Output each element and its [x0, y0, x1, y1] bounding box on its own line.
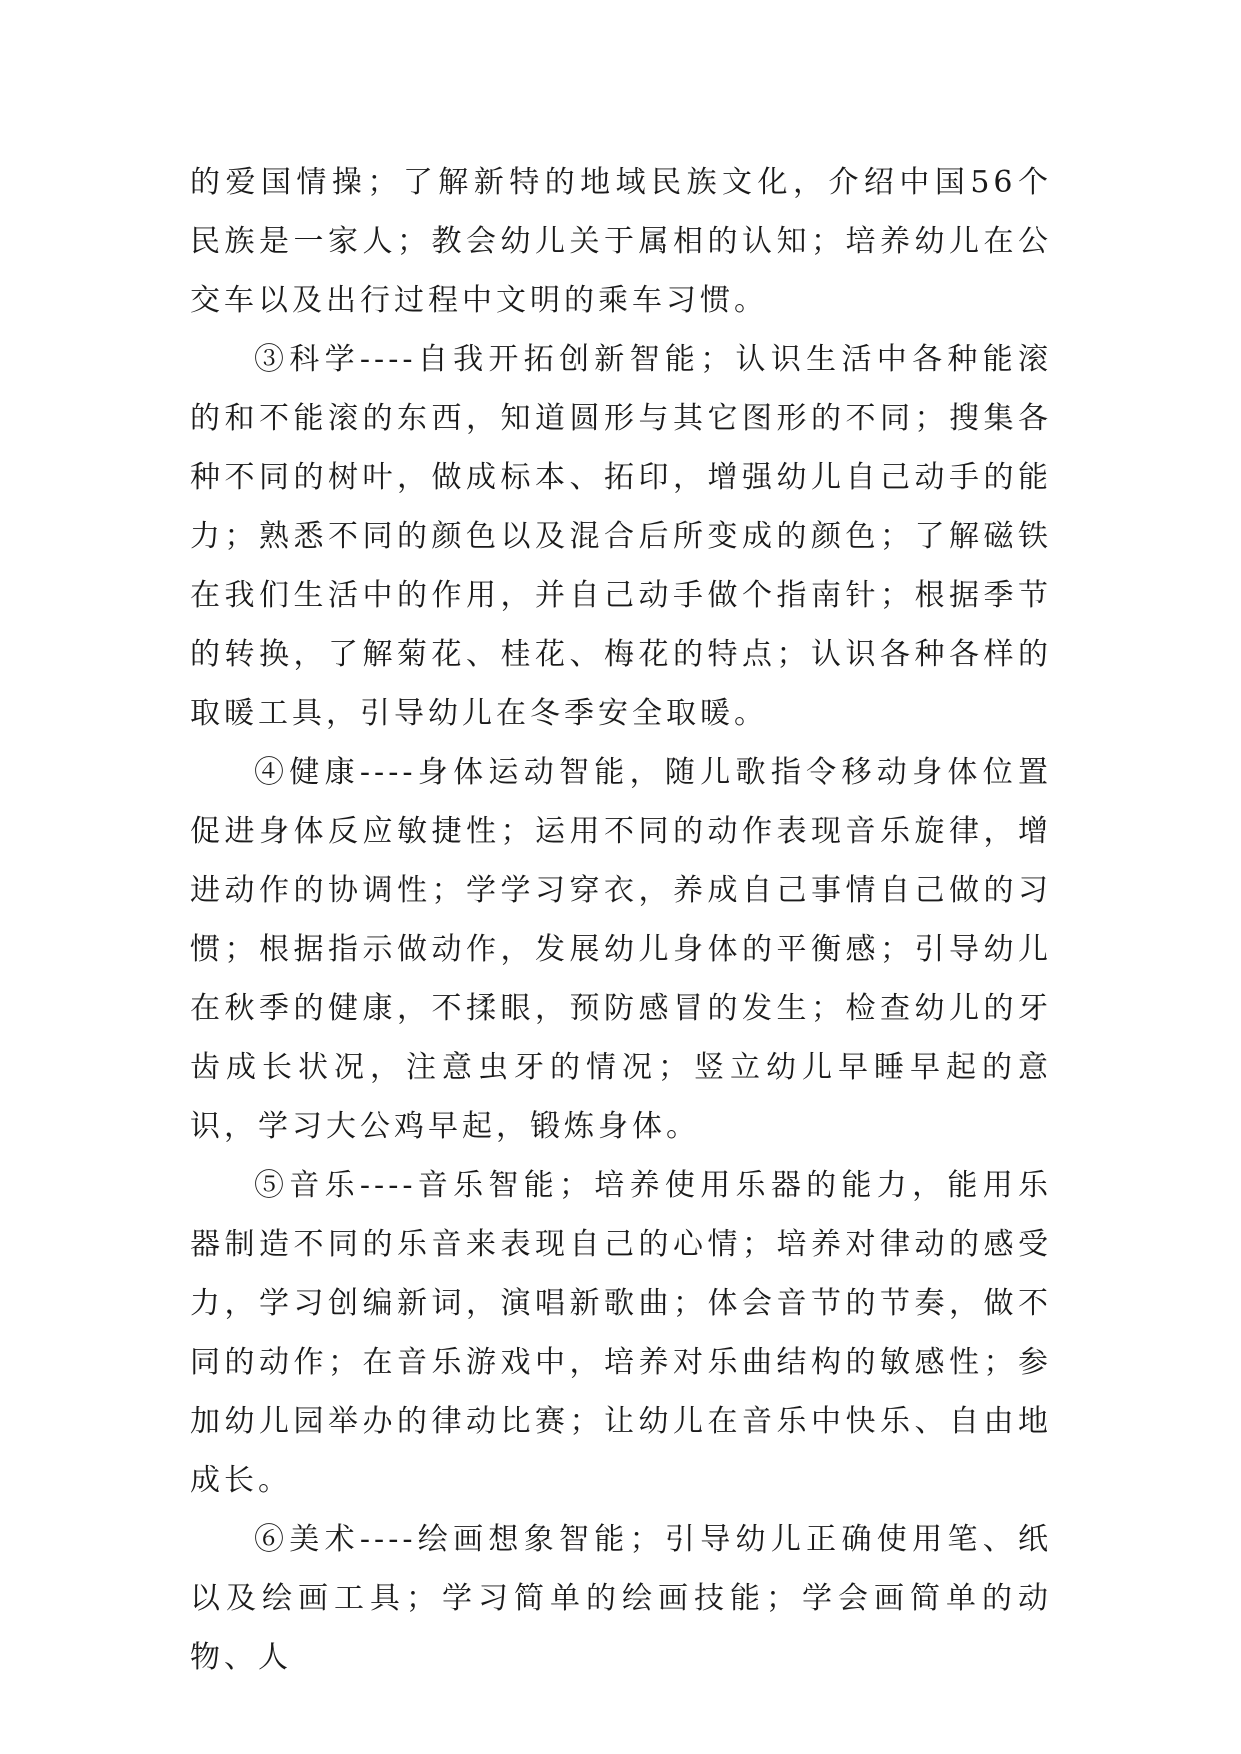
document-body [190, 153, 1052, 1687]
paragraph-continuation: 的爱国情操；了解新特的地域民族文化，介绍中国56个民族是一家人；教会幼儿关于属相的认知；培养幼儿在公交车以及出行过程中文明的乘车习惯。 [190, 165, 1052, 318]
paragraph-art: ⑥美术----绘画想象智能；引导幼儿正确使用笔、纸以及绘画工具；学习简单的绘画技能；学会画简单的动物、人 [190, 1522, 1052, 1675]
paragraph-music: ⑤音乐----音乐智能；培养使用乐器的能力，能用乐器制造不同的乐音来表现自己的心情；培养对律动的感受力，学习创编新词，演唱新歌曲；体会音节的节奏，做不同的动作；在音乐游戏中，培养对乐曲结构的敏感性；参加幼儿园举办的律动比赛；让幼儿在音乐中快乐、自由地成长。 [190, 1168, 1052, 1498]
paragraph-health: ④健康----身体运动智能，随儿歌指令移动身体位置促进身体反应敏捷性；运用不同的动作表现音乐旋律，增进动作的协调性；学学习穿衣，养成自己事情自己做的习惯；根据指示做动作，发展幼儿身体的平衡感；引导幼儿在秋季的健康，不揉眼，预防感冒的发生；检查幼儿的牙齿成长状况，注意虫牙的情况；竖立幼儿早睡早起的意识，学习大公鸡早起，锻炼身体。 [190, 755, 1052, 1144]
paragraph-science: ③科学----自我开拓创新智能；认识生活中各种能滚的和不能滚的东西，知道圆形与其它图形的不同；搜集各种不同的树叶，做成标本、拓印，增强幼儿自己动手的能力；熟悉不同的颜色以及混合后所变成的颜色；了解磁铁在我们生活中的作用，并自己动手做个指南针；根据季节的转换，了解菊花、桂花、梅花的特点；认识各种各样的取暖工具，引导幼儿在冬季安全取暖。 [190, 342, 1052, 731]
